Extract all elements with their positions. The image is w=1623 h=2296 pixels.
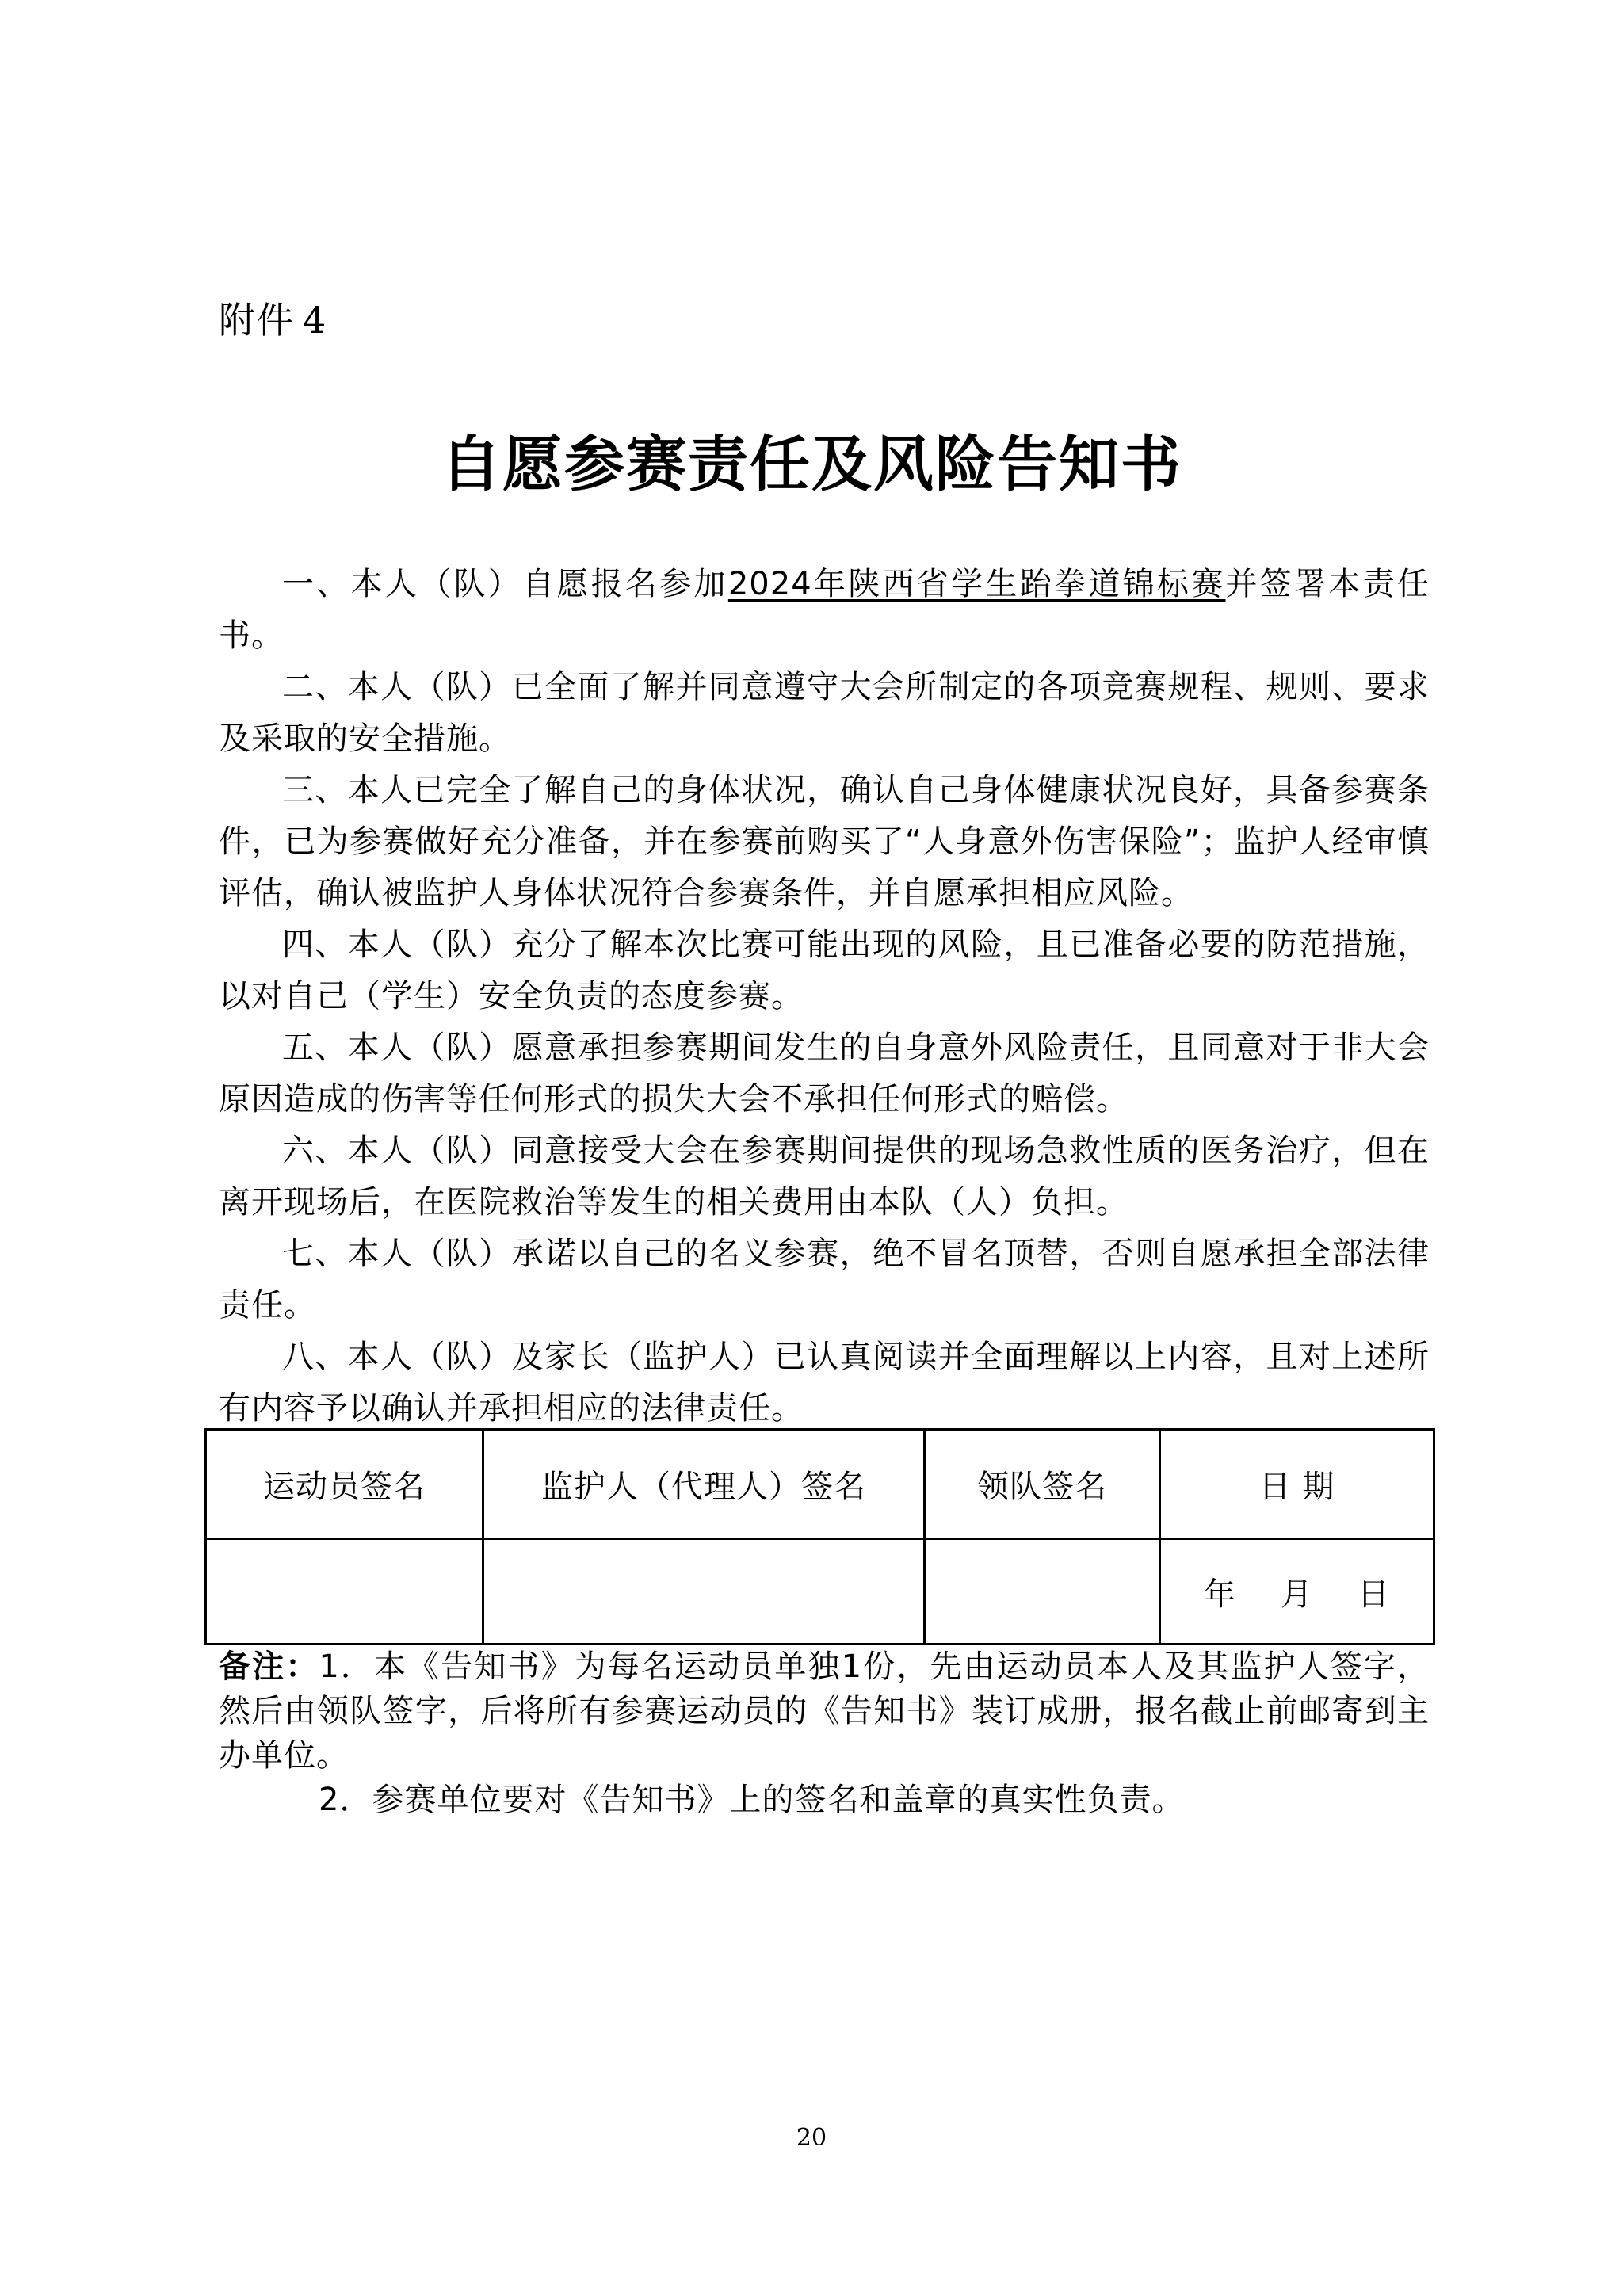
signature-table: [204, 1428, 1435, 1645]
athlete-signature-cell[interactable]: [206, 1539, 483, 1645]
note-1: [219, 1645, 1430, 1778]
clauses-body: [219, 559, 1430, 1435]
signature-table-entry-row: [206, 1539, 1434, 1645]
attachment-label-text: 附件: [219, 299, 295, 342]
clause-2: 二、本人（队）已全面了解并同意遵守大会所制定的各项竞赛规程、规则、要求及采取的安全措施。: [219, 669, 1430, 757]
date-year-label: 年: [1204, 1576, 1236, 1613]
note-2: 2．参赛单位要对《告知书》上的签名和盖章的真实性负责。: [319, 1782, 1185, 1818]
clause-6: 六、本人（队）同意接受大会在参赛期间提供的现场急救性质的医务治疗，但在离开现场后，在医院救治等发生的相关费用由本队（人）负担。: [219, 1133, 1430, 1221]
clause-4: 四、本人（队）充分了解本次比赛可能出现的风险，且已准备必要的防范措施，以对自己（学生）安全负责的态度参赛。: [219, 926, 1430, 1014]
clause-5: 五、本人（队）愿意承担参赛期间发生的自身意外风险责任，且同意对于非大会原因造成的伤害等任何形式的损失大会不承担任何形式的赔偿。: [219, 1030, 1430, 1117]
header-date: 日 期: [1160, 1430, 1434, 1539]
notes-label: 备注：: [219, 1648, 319, 1685]
clause-1: [219, 559, 1430, 662]
header-athlete-signature: 运动员签名: [206, 1430, 483, 1539]
date-day-label: 日: [1358, 1576, 1390, 1613]
clause-8: 八、本人（队）及家长（监护人）已认真阅读并全面理解以上内容，且对上述所有内容予以确认并承担相应的法律责任。: [219, 1339, 1430, 1427]
header-team-leader-signature: 领队签名: [925, 1430, 1160, 1539]
notes-section: [219, 1645, 1430, 1822]
header-guardian-signature: 监护人（代理人）签名: [483, 1430, 925, 1539]
attachment-label: [219, 292, 327, 344]
guardian-signature-cell[interactable]: [483, 1539, 925, 1645]
date-cell[interactable]: [1160, 1539, 1434, 1645]
document-title: 自愿参赛责任及风险告知书: [441, 429, 1182, 499]
clause-1-prefix: 一、本人（队）自愿报名参加: [282, 566, 728, 602]
team-leader-signature-cell[interactable]: [925, 1539, 1160, 1645]
date-line: [1182, 1576, 1412, 1613]
clause-7: 七、本人（队）承诺以自己的名义参赛，绝不冒名顶替，否则自愿承担全部法律责任。: [219, 1236, 1430, 1324]
event-name: 2024年陕西省学生跆拳道锦标赛: [727, 566, 1226, 602]
date-month-label: 月: [1281, 1576, 1313, 1613]
page-number: 20: [796, 2124, 827, 2152]
attachment-number: 4: [303, 299, 328, 342]
signature-table-header-row: [206, 1430, 1434, 1539]
note-1-text: 1．本《告知书》为每名运动员单独1份，先由运动员本人及其监护人签字，然后由领队签字，后将所有参赛运动员的《告知书》装订成册，报名截止前邮寄到主办单位。: [219, 1648, 1430, 1774]
clause-3: 三、本人已完全了解自己的身体状况，确认自己身体健康状况良好，具备参赛条件，已为参赛做好充分准备，并在参赛前购买了“人身意外伤害保险”；监护人经审慎评估，确认被监护人身体状况符合参赛条件，并自愿承担相应风险。: [219, 772, 1430, 911]
clause-1-suffix: 并签署本责任书。: [219, 566, 1430, 654]
